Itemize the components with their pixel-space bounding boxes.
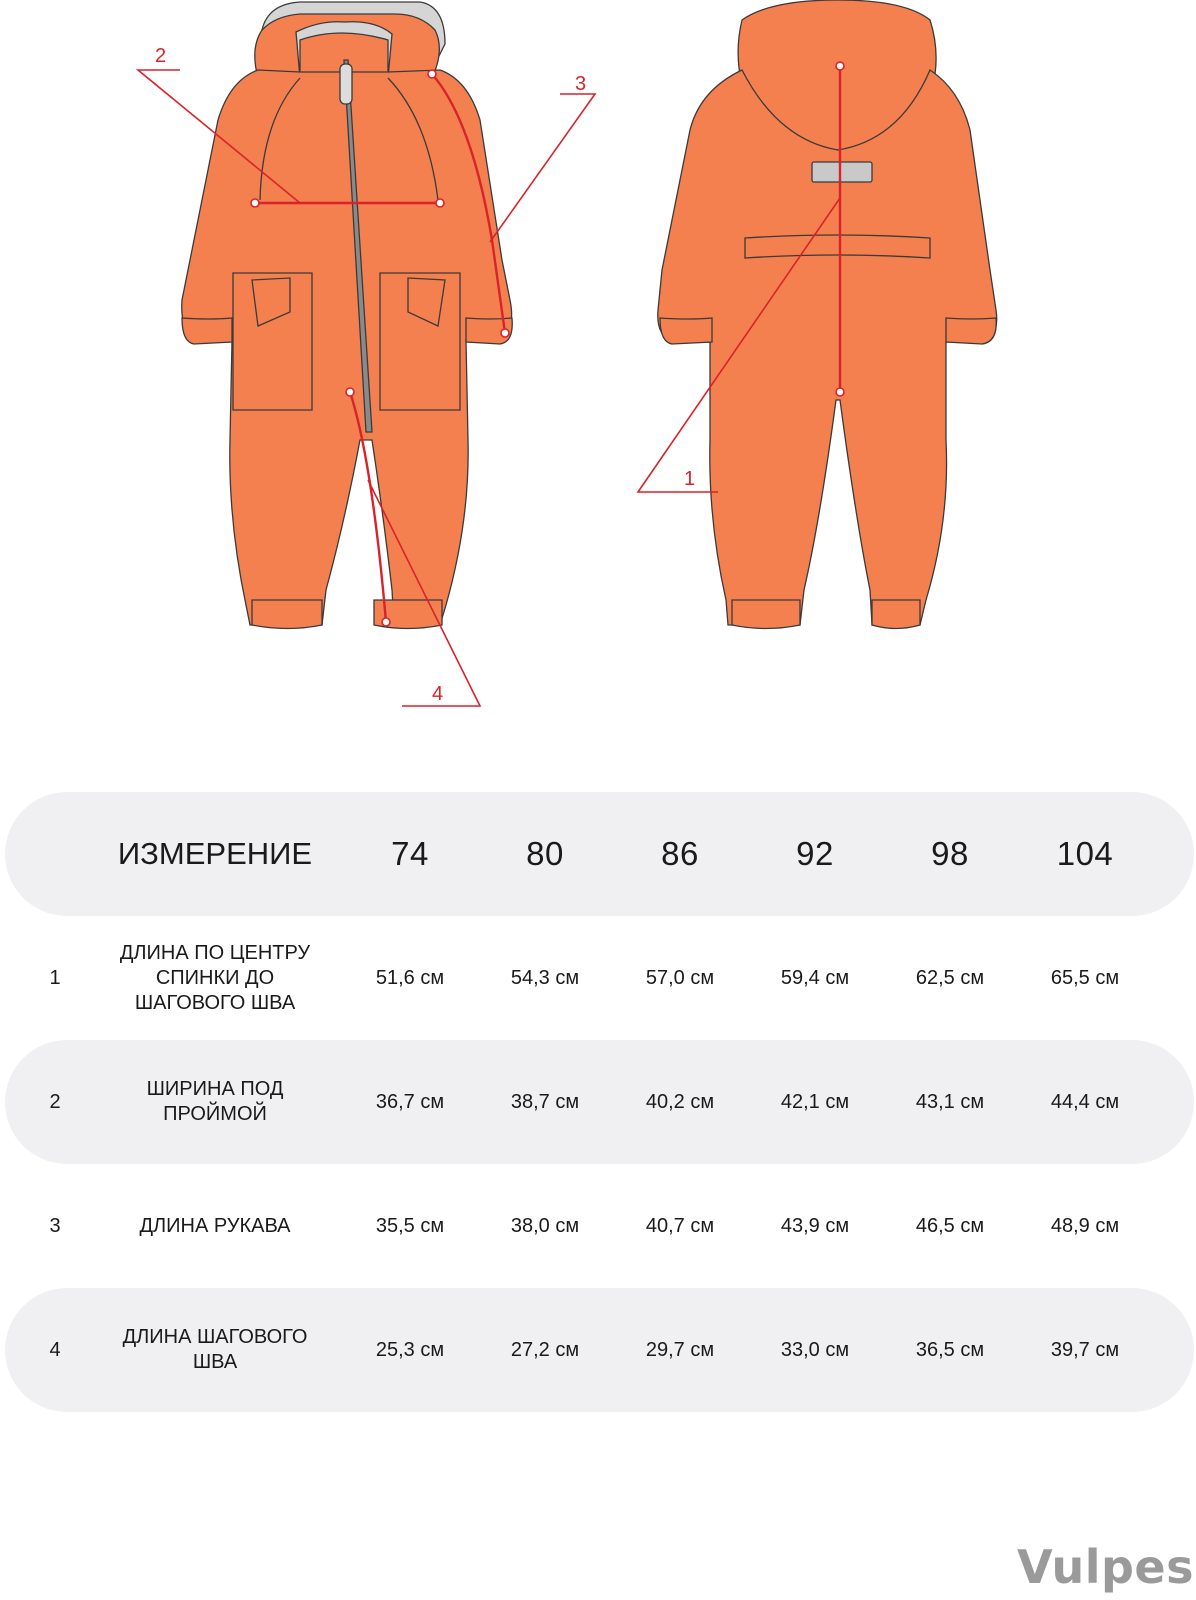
row-value: 65,5 см bbox=[1050, 966, 1120, 989]
marker-1: 1 bbox=[684, 468, 696, 490]
header-size: 104 bbox=[1056, 835, 1114, 872]
row-value: 29,7 см bbox=[645, 1338, 715, 1361]
row-value: 42,1 см bbox=[780, 1090, 850, 1113]
header-size: 98 bbox=[931, 835, 969, 872]
row-number: 3 bbox=[49, 1214, 61, 1237]
row-label: ШИРИНА ПОД ПРОЙМОЙ bbox=[146, 1078, 284, 1125]
row-value: 46,5 см bbox=[915, 1214, 985, 1237]
row-value: 57,0 см bbox=[645, 966, 715, 989]
row-label: ДЛИНА РУКАВА bbox=[139, 1214, 291, 1237]
row-value: 25,3 см bbox=[375, 1338, 445, 1361]
row-value: 36,7 см bbox=[375, 1090, 445, 1113]
marker-3: 3 bbox=[575, 73, 587, 95]
row-value: 43,9 см bbox=[780, 1214, 850, 1237]
row-value: 38,0 см bbox=[510, 1214, 580, 1237]
front-view bbox=[182, 2, 513, 629]
back-view bbox=[658, 0, 997, 629]
table-row bbox=[5, 1040, 1194, 1164]
row-value: 44,4 см bbox=[1050, 1090, 1120, 1113]
marker-4: 4 bbox=[432, 683, 444, 705]
marker-2: 2 bbox=[155, 45, 167, 67]
header-label: ИЗМЕРЕНИЕ bbox=[117, 836, 313, 871]
row-value: 43,1 см bbox=[915, 1090, 985, 1113]
row-value: 40,7 см bbox=[645, 1214, 715, 1237]
row-label: ДЛИНА ШАГОВОГО ШВА bbox=[122, 1326, 308, 1373]
table-row bbox=[5, 1288, 1194, 1412]
row-value: 27,2 см bbox=[510, 1338, 580, 1361]
header-size: 92 bbox=[796, 835, 834, 872]
table-row bbox=[5, 1164, 1194, 1288]
row-label: ДЛИНА ПО ЦЕНТРУ СПИНКИ ДО ШАГОВОГО ШВА bbox=[119, 941, 311, 1014]
row-number: 2 bbox=[49, 1090, 61, 1113]
header-size: 80 bbox=[526, 835, 564, 872]
header-size: 86 bbox=[661, 835, 699, 872]
row-value: 38,7 см bbox=[510, 1090, 580, 1113]
brand-logo: Vulpes bbox=[1017, 1540, 1194, 1594]
row-value: 35,5 см bbox=[375, 1214, 445, 1237]
row-value: 51,6 см bbox=[375, 966, 445, 989]
row-value: 33,0 см bbox=[780, 1338, 850, 1361]
row-number: 4 bbox=[49, 1338, 61, 1361]
row-value: 48,9 см bbox=[1050, 1214, 1120, 1237]
table-header bbox=[5, 792, 1194, 916]
row-value: 39,7 см bbox=[1050, 1338, 1120, 1361]
row-value: 54,3 см bbox=[510, 966, 580, 989]
table-row bbox=[5, 916, 1194, 1040]
row-value: 36,5 см bbox=[915, 1338, 985, 1361]
garment-diagram bbox=[0, 0, 1196, 740]
row-value: 62,5 см bbox=[915, 966, 985, 989]
row-value: 40,2 см bbox=[645, 1090, 715, 1113]
row-number: 1 bbox=[49, 966, 61, 989]
row-value: 59,4 см bbox=[780, 966, 850, 989]
header-size: 74 bbox=[391, 835, 429, 872]
